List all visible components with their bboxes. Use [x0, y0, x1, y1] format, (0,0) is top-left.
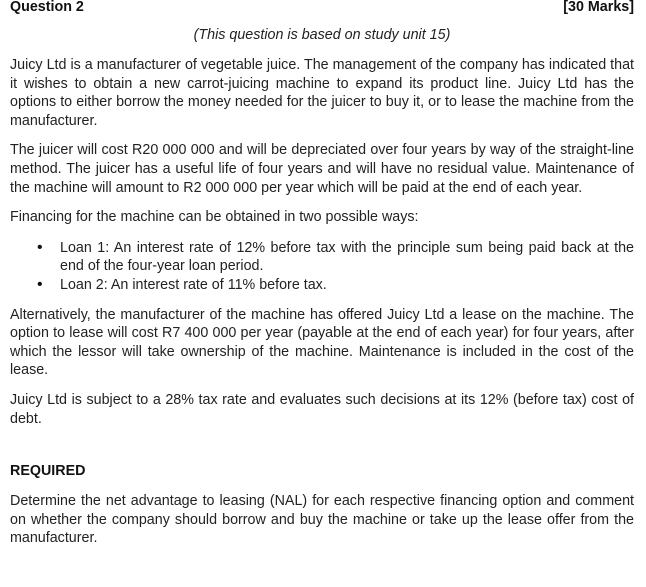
marks-label: [30 Marks] [563, 0, 634, 15]
cost-paragraph: The juicer will cost R20 000 000 and will be depreciated over four years by way of the straight-line method. The juicer has a useful life of four years and will have no residual value. Maintenance of the machine will amount to R2 000 000 per year which will be paid at the end of each year. [10, 142, 634, 196]
study-unit-note: (This question is based on study unit 15) [193, 27, 451, 43]
question-header [10, 0, 634, 16]
financing-paragraph: Financing for the machine can be obtained in two possible ways: [10, 209, 419, 226]
loan-option-1: • Loan 1: An interest rate of 12% before tax with the principle sum being paid back at the end of the four-year loan period. [37, 239, 634, 276]
loan-option-2: • Loan 2: An interest rate of 11% before tax. [37, 276, 634, 295]
tax-paragraph: Juicy Ltd is subject to a 28% tax rate and evaluates such decisions at its 12% (before tax) cost of debt. [10, 391, 634, 427]
question-document [10, 0, 634, 548]
question-number: Question 2 [10, 0, 84, 15]
required-heading: REQUIRED [10, 463, 86, 480]
intro-paragraph: Juicy Ltd is a manufacturer of vegetable juice. The management of the company has indicated that it wishes to obtain a new carrot-juicing machine to expand its product line. Juicy Ltd has the options to either borrow the money needed for the juicer to buy it, or to lease the machine from the manufacturer. [10, 57, 634, 129]
loan-options-list [10, 239, 634, 295]
required-text: Determine the net advantage to leasing (NAL) for each respective financing option and comment on whether the company should borrow and buy the machine or take up the lease offer from the manufacturer. [10, 493, 634, 547]
lease-paragraph: Alternatively, the manufacturer of the machine has offered Juicy Ltd a lease on the machine. The option to lease will cost R7 400 000 per year (payable at the end of each year) for four years, after which the lessor will take ownership of the machine. Maintenance is included in the cost of the lease. [10, 306, 634, 379]
